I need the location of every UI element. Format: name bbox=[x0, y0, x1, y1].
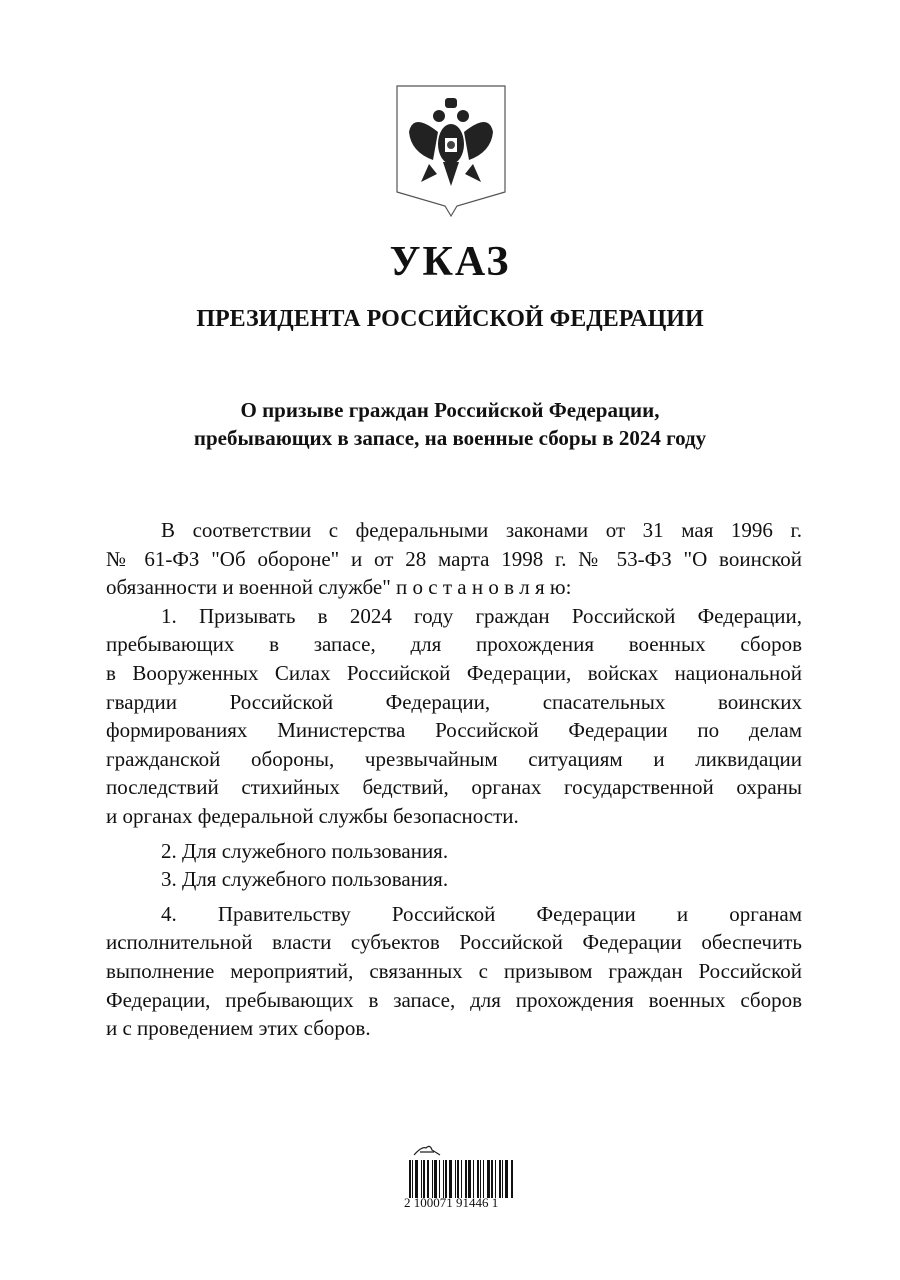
item1-line: гвардии Российской Федерации, спасательных воинских bbox=[106, 689, 802, 714]
decree-heading-line: пребывающих в запасе, на военные сборы в 2024 году bbox=[193, 426, 707, 450]
signature-mark-icon bbox=[412, 1142, 442, 1158]
barcode-bar bbox=[455, 1160, 456, 1198]
barcode-bar bbox=[415, 1160, 418, 1198]
barcode-bar bbox=[473, 1160, 474, 1198]
item1-line: в Вооруженных Силах Российской Федерации, войсках национальной bbox=[106, 660, 802, 685]
item4-line: 4. Правительству Российской Федерации и органам bbox=[161, 901, 802, 926]
barcode-bar bbox=[443, 1160, 444, 1198]
barcode-bar bbox=[412, 1160, 413, 1198]
preamble-line: В соответствии с федеральными законами от 31 мая 1996 г. bbox=[161, 518, 802, 542]
barcode-bar bbox=[495, 1160, 496, 1198]
barcode-bar bbox=[439, 1160, 440, 1198]
barcode-bar bbox=[468, 1160, 471, 1198]
item1-line: последствий стихийных бедствий, органах государственной охраны bbox=[106, 775, 802, 800]
barcode-bar bbox=[480, 1160, 481, 1198]
barcode-bar bbox=[502, 1160, 503, 1198]
item1-line: и органах федеральной службы безопасности. bbox=[106, 803, 519, 828]
item4-line: и с проведением этих сборов. bbox=[106, 1016, 371, 1041]
barcode-bar bbox=[409, 1160, 411, 1198]
barcode-bar bbox=[423, 1160, 425, 1198]
barcode-bar bbox=[491, 1160, 493, 1198]
preamble-line: № 61-ФЗ "Об обороне" и от 28 марта 1998 г. № 53-ФЗ "О воинской bbox=[106, 546, 802, 571]
item1-line: формированиях Министерства Российской Федерации по делам bbox=[106, 718, 802, 743]
barcode-bar bbox=[483, 1160, 484, 1198]
document-subtitle: ПРЕЗИДЕНТА РОССИЙСКОЙ ФЕДЕРАЦИИ bbox=[196, 306, 704, 332]
barcode-bar bbox=[449, 1160, 452, 1198]
document-title: УКАЗ bbox=[389, 239, 511, 285]
barcode bbox=[404, 1140, 524, 1210]
barcode-bar bbox=[499, 1160, 501, 1198]
item4-line: выполнение мероприятий, связанных с призывом граждан Российской bbox=[106, 958, 802, 983]
barcode-bar bbox=[511, 1160, 513, 1198]
barcode-bar bbox=[487, 1160, 490, 1198]
barcode-bar bbox=[505, 1160, 508, 1198]
barcode-bar bbox=[477, 1160, 479, 1198]
item1-line: гражданской обороны, чрезвычайным ситуациям и ликвидации bbox=[106, 746, 802, 771]
barcode-number: 2 100071 91446 1 bbox=[404, 1195, 499, 1210]
decree-body bbox=[106, 516, 802, 1043]
barcode-bar bbox=[432, 1160, 433, 1198]
item4-line: Федерации, пребывающих в запасе, для прохождения военных сборов bbox=[106, 987, 802, 1012]
item3: 3. Для служебного пользования. bbox=[161, 867, 449, 892]
coat-of-arms-emblem bbox=[393, 82, 509, 218]
barcode-bar bbox=[421, 1160, 422, 1198]
barcode-bar bbox=[427, 1160, 429, 1198]
item1-line: 1. Призывать в 2024 году граждан Российской Федерации, bbox=[161, 603, 802, 628]
item2: 2. Для служебного пользования. bbox=[161, 838, 449, 863]
barcode-bar bbox=[434, 1160, 437, 1198]
barcode-bar bbox=[457, 1160, 459, 1198]
barcode-bar bbox=[461, 1160, 462, 1198]
barcode-bar bbox=[445, 1160, 447, 1198]
decree-heading-line: О призыве граждан Российской Федерации, bbox=[240, 398, 660, 422]
barcode-bars bbox=[409, 1160, 517, 1198]
barcode-bar bbox=[465, 1160, 467, 1198]
item1-line: пребывающих в запасе, для прохождения военных сборов bbox=[106, 632, 802, 657]
preamble-line: обязанности и военной службе" п о с т а н о в л я ю: bbox=[106, 575, 572, 600]
item4-line: исполнительной власти субъектов Российской Федерации обеспечить bbox=[106, 930, 802, 955]
